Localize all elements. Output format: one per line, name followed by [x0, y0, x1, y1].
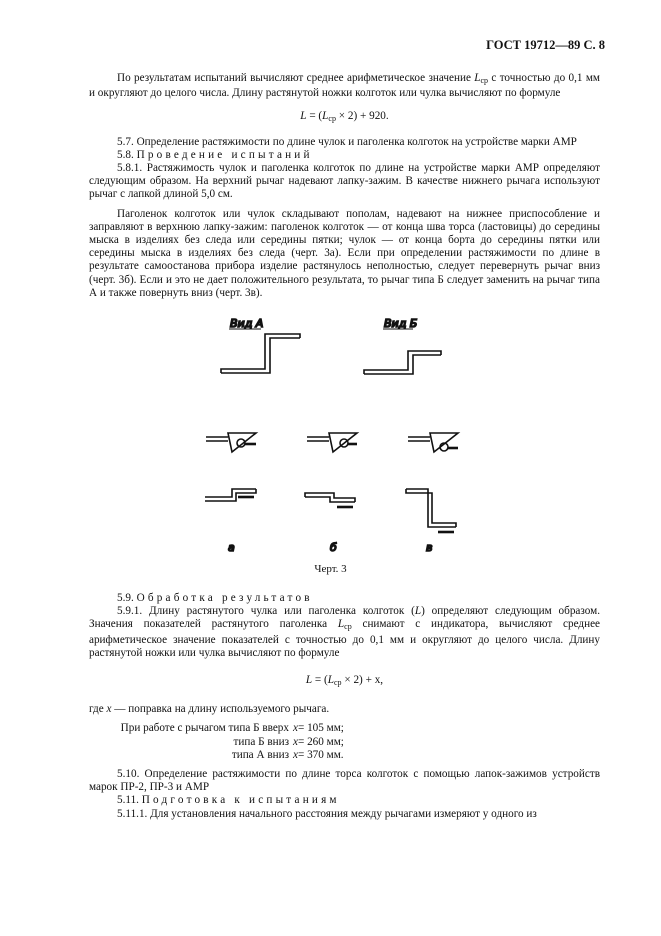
list-item: типа Б вниз x = 260 мм; — [233, 735, 344, 748]
figure-caption: Черт. 3 — [314, 563, 347, 575]
label-a: а — [228, 541, 235, 554]
subscript: ср — [334, 678, 342, 688]
text: с точностью до 0,1 мм и округляют до целого числа. Длину растянутой ножки колготок или чулка вычисляют по формуле — [89, 72, 600, 100]
symbol-l: L — [327, 674, 334, 687]
list-item: При работе с рычагом типа Б вверх x = 105 мм; — [120, 722, 344, 735]
symbol-l: L — [474, 72, 481, 84]
paragraph-5-9 — [89, 592, 600, 605]
lever-b-shape — [364, 351, 441, 374]
lever-position-b — [305, 493, 355, 507]
text: где — [89, 703, 107, 716]
label-c: в — [426, 541, 433, 554]
paragraph-5-8-1b: Паголенок колготок или чулок складывают пополам, надевают на нижнее приспособление и заправляют в верхнюю лапку-зажим: паголенок колготок — от конца шва торса (ластовицы) до середины мыска в изделиях без следа или середины пятки; чулок — от конца борта до середины пятки или середины мыска в изделиях без следа (черт. 3а). Если при определении растяжимости по длине в результате самоостанова прибора изделие растянулось неполностью, следует перевернуть рычаг вниз (черт. 3б). Если и это не дает положительного результата, то рычаг типа Б следует заменить на рычаг типа А и также повернуть вниз (черт. 3в). — [89, 207, 600, 299]
text: ) определяют следующим образом. Значения показателей растянутого паголенка — [89, 605, 600, 631]
text: 5.9.1. Длину растянутого чулка или паголенка колготок ( — [117, 605, 415, 618]
symbol-l: L — [322, 110, 329, 123]
section-number: 5.9. — [117, 592, 137, 604]
lever-cases — [89, 722, 600, 762]
lever-position-c — [406, 489, 456, 532]
clamp-b — [307, 433, 357, 452]
list-item: типа А вниз x = 370 мм. — [231, 748, 344, 761]
subscript: ср — [480, 76, 489, 85]
formula-rhs: × 2) + 920. — [335, 110, 389, 123]
paragraph-5-10: 5.10. Определение растяжимости по длине торса колготок с помощью лапок-зажимов устройств марок ПР-2, ПР-3 и АМР — [89, 768, 600, 794]
symbol-l: L — [414, 605, 422, 618]
formula-rhs: × 2) + x, — [341, 674, 384, 687]
view-a-label: Вид А — [230, 317, 264, 330]
section-title: Подготовка к испытаниям — [141, 794, 340, 807]
section-number: 5.8. — [117, 148, 137, 161]
paragraph-5-7: 5.7. Определение растяжимости по длине чулок и паголенка колготок на устройстве марки АМР — [117, 135, 577, 148]
paragraph-5-11 — [89, 794, 600, 807]
paragraph-5-9-1 — [89, 605, 600, 660]
clamp-a — [206, 433, 256, 452]
subscript: ср — [344, 622, 352, 632]
text-block-bottom — [89, 592, 600, 821]
symbol-l: L — [337, 618, 345, 631]
view-b-label: Вид Б — [384, 317, 418, 330]
paragraph-where — [89, 703, 600, 716]
formula-1: $L = (L_{ср} \times 2) + 920$. — [300, 110, 389, 124]
label-b: б — [330, 541, 337, 554]
text: снимают с индикатора, вычисляют среднее арифметическое значение показателей с точностью до 0,1 мм и округляют до целого числа. Длину растянутой ножки или чулка вычисляют по формуле — [89, 618, 601, 659]
section-title: Проведение испытаний — [136, 148, 313, 161]
paragraph-5-8-1: 5.8.1. Растяжимость чулок и паголенка колготок по длине на устройстве марки АМР определяют следующим образом. На верхний рычаг надевают лапку-зажим. В качестве нижнего рычага используют рычаг с лапкой длиной 5,0 см. — [89, 162, 600, 201]
clamp-c — [408, 433, 458, 452]
symbol-x: x — [106, 703, 112, 716]
subscript: ср — [328, 114, 336, 124]
paragraph-5-11-1: 5.11.1. Для установления начального расстояния между рычагами измеряют у одного из — [117, 807, 537, 820]
text: — поправка на длину используемого рычага. — [111, 703, 330, 716]
lever-position-a — [205, 489, 256, 501]
page-header: ГОСТ 19712—89 С. 8 — [486, 38, 605, 52]
section-title: Обработка результатов — [136, 592, 313, 604]
section-number: 5.11. — [117, 794, 142, 807]
lever-a-shape — [221, 334, 300, 373]
text: По результатам испытаний вычисляют среднее арифметическое значение — [117, 72, 475, 84]
formula-2: $L = (L_{ср} \times 2) + x$, — [305, 674, 384, 688]
